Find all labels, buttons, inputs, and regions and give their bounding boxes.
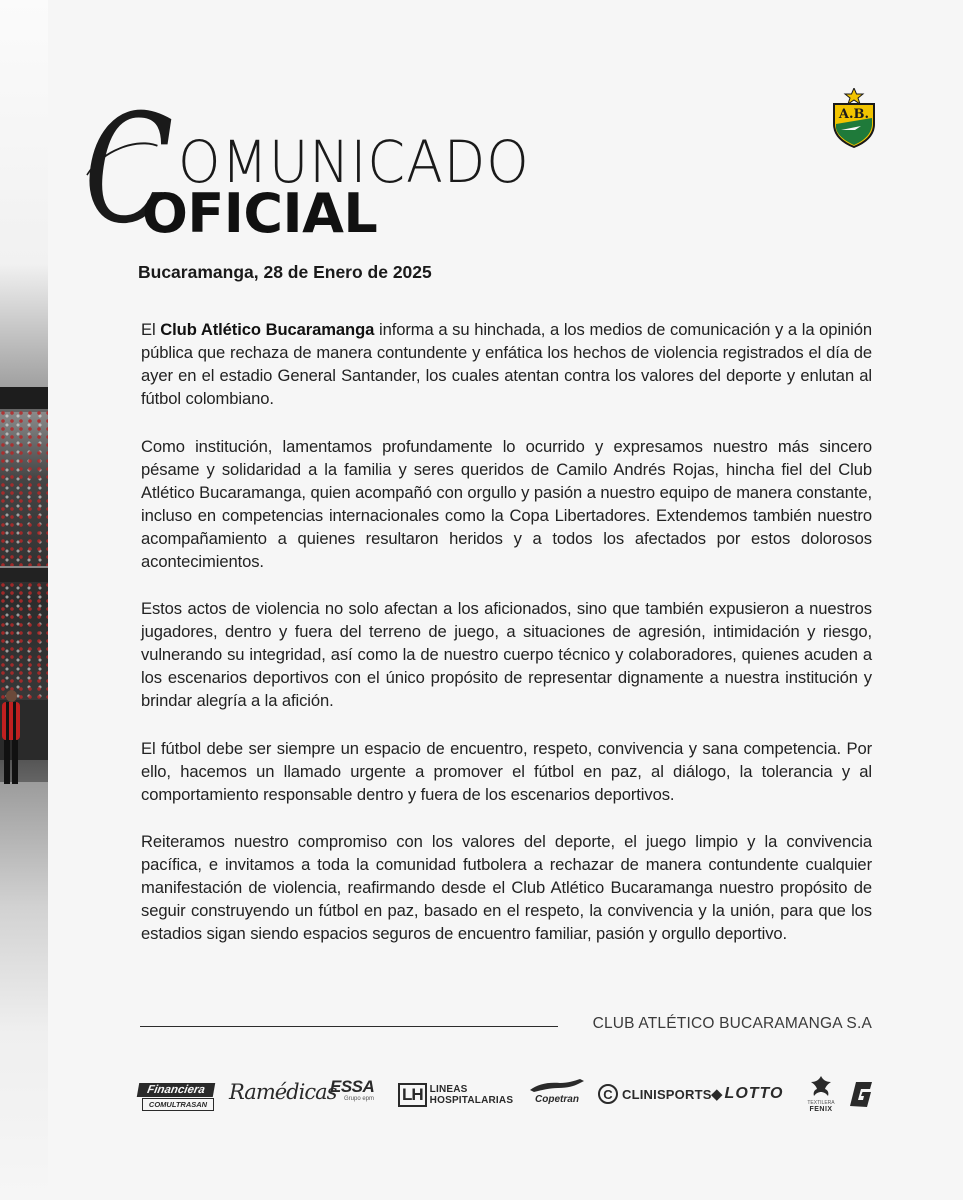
sponsor-lineas-hospitalarias: LH LINEAS HOSPITALARIAS (398, 1083, 513, 1107)
player-figure (0, 690, 22, 790)
sponsor-clinisports: C CLINISPORTS (598, 1084, 712, 1104)
crowd-upper (0, 410, 48, 566)
heading-line-1: OMUNICADO (178, 128, 530, 196)
heading-initial: C (84, 83, 174, 257)
date-line: Bucaramanga, 28 de Enero de 2025 (138, 262, 432, 282)
stadium-roof (0, 387, 48, 412)
lotto-diamond-icon: ◆ (711, 1086, 723, 1103)
sponsor-essa: ESSA Grupo epm (330, 1077, 375, 1102)
sponsors-row (0, 1074, 963, 1120)
phoenix-icon (808, 1074, 834, 1100)
crest-initials: A.B. (838, 107, 870, 122)
sponsor-lotto: ◆ LOTTO (711, 1085, 784, 1103)
paragraph-3: Estos actos de violencia no solo afectan a los aficionados, sino que también expusieron a nuestros jugadores, dentro y fuera del terreno de juego, a situaciones de agresión, intimidación y riesgo, vulnerando su integridad, así como la de nuestro cuerpo técnico y colaboradores, quienes acuden a los escenarios deportivos con el único propósito de representar dignamente a nuestra institución y brindar alegría a la afición. (141, 599, 872, 710)
gatorade-g-icon (846, 1080, 874, 1110)
paragraph-5: Reiteramos nuestro compromiso con los valores del deporte, el juego limpio y la convivencia pacífica, e invitamos a toda la comunidad futbolera a rechazar de manera contundente cualquier manifestación de violencia, reafirmando desde el Club Atlético Bucaramanga nuestro propósito de seguir construyendo un fútbol en paz, basado en el respeto, la convivencia y la unión, para que los estadios sigan siendo espacios seguros de encuentro familiar, pasión y orgullo deportivo. (141, 832, 872, 943)
club-crest-logo (831, 88, 877, 148)
stadium-rail (0, 566, 48, 582)
sponsor-copetran: Copetran (528, 1078, 586, 1106)
sponsor-ramedicas: Ramédicas (229, 1080, 337, 1104)
signature-divider (140, 1026, 558, 1027)
heading-line-2: OFICIAL (142, 182, 378, 245)
paragraph-1: El Club Atlético Bucaramanga informa a su hinchada, a los medios de comunicación y a la opinión pública que rechaza de manera contundente y enfática los hechos de violencia registrados el día de ayer en el estadio General Santander, los cuales atentan contra los valores del deporte y enlutan al fútbol colombiano. (141, 320, 872, 408)
paragraph-2: Como institución, lamentamos profundamente lo ocurrido y expresamos nuestro más sincero pésame y solidaridad a la familia y seres queridos de Camilo Andrés Rojas, hincha fiel del Club Atlético Bucaramanga, quien acompañó con orgullo y pasión a nuestro equipo de manera constante, incluso en competencias internacionales como la Copa Libertadores. Extendemos también nuestro acompañamiento a quienes resultaron heridos y a todos los afectados por estos dolorosos acontecimientos. (141, 436, 872, 571)
club-name-bold: Club Atlético Bucaramanga (160, 320, 375, 339)
sponsor-fenix: TEXTILERA FENIX (805, 1074, 837, 1114)
signature: CLUB ATLÉTICO BUCARAMANGA S.A (592, 1015, 872, 1032)
sponsor-financiera-comultrasan: Financiera COMULTRASAN (138, 1080, 216, 1112)
paragraph-4: El fútbol debe ser siempre un espacio de encuentro, respeto, convivencia y sana competencia. Por ello, hacemos un llamado urgente a promover el fútbol en paz, al diálogo, la tolerancia y al comportamiento responsable dentro y fuera de los escenarios deportivos. (141, 738, 872, 804)
pitch (0, 782, 48, 1200)
greyhound-icon (528, 1078, 586, 1094)
statement-body (141, 318, 872, 970)
stadium-photo-strip (0, 0, 48, 1200)
clinisports-c-icon: C (598, 1084, 618, 1104)
crowd-lower (0, 582, 48, 700)
